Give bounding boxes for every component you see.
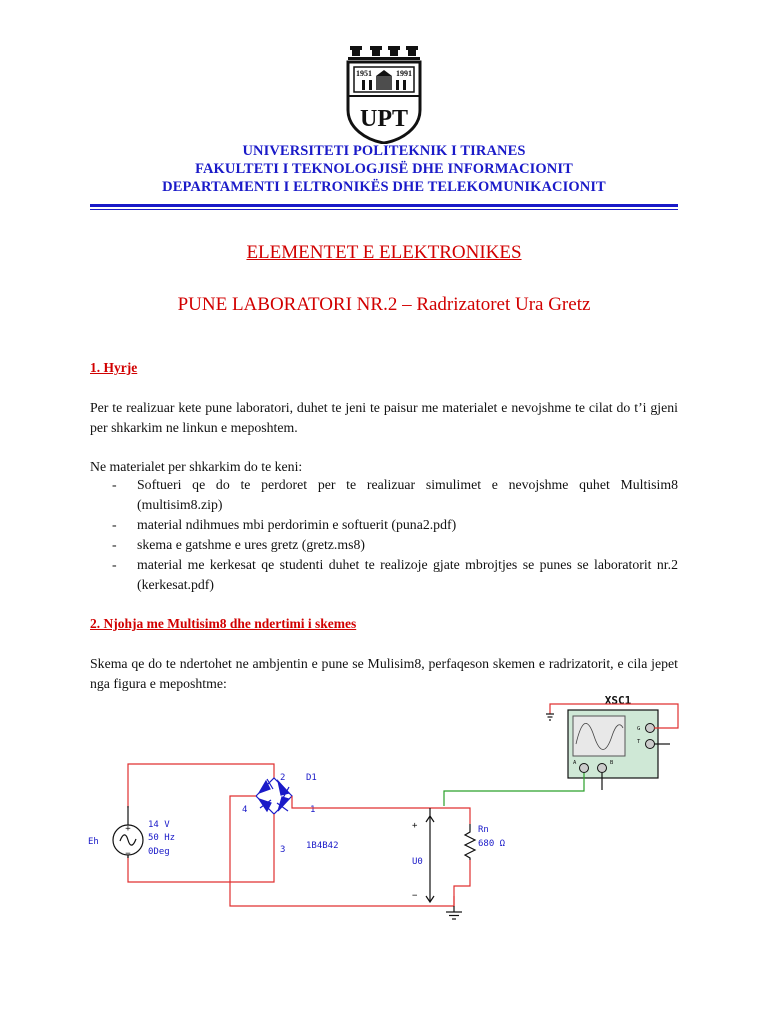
university-name: UNIVERSITETI POLITEKNIK I TIRANES — [242, 143, 526, 159]
materials-intro: Ne materialet per shkarkim do te keni: — [90, 459, 303, 474]
bridge-name: D1 — [306, 773, 317, 783]
bridge-model: 1B4B42 — [306, 841, 339, 851]
load-name: Rn — [478, 825, 489, 835]
output-minus: − — [412, 891, 418, 901]
section-2-paragraph: Skema qe do te ndertohet ne ambjentin e pune se Mulisim8, perfaqeson skemen e radrizatorit, e cila jepet nga figura e meposhtme: — [90, 656, 678, 691]
svg-text:−: − — [125, 849, 131, 859]
svg-text:+: + — [125, 824, 131, 834]
lab-title: PUNE LABORATORI NR.2 – Radrizatoret Ura Gretz — [177, 294, 591, 315]
list-item: - material me kerkesat qe studenti duhet te realizoje gjate mbrojtjes se punes se laboratorit nr.2 (kerkesat.pdf) — [112, 557, 678, 592]
section-1-heading: 1. Hyrje — [90, 360, 138, 375]
university-logo — [336, 40, 432, 144]
bridge-pin-4: 4 — [242, 805, 248, 815]
intro-paragraph: Per te realizuar kete pune laboratori, duhet te jeni te paisur me materialet e nevojshme te cilat do t’i gjeni per shkarkim ne linkun e meposhtem. — [90, 400, 678, 435]
scope-terminal-b: B — [610, 760, 614, 766]
scope-terminal-g: G — [637, 726, 641, 732]
list-item: - skema e gatshme e ures gretz (gretz.ms8) — [112, 537, 365, 552]
output-plus: + — [412, 821, 418, 831]
bridge-pin-2: 2 — [280, 773, 286, 783]
rectifier-circuit-diagram — [80, 688, 700, 928]
oscilloscope-screen — [573, 716, 625, 756]
list-item: - Softueri qe do te perdoret per te realizuar simulimet e nevojshme quhet Multisim8 (multisim8.zip) — [112, 477, 678, 512]
scope-name: XSC1 — [604, 694, 632, 707]
list-item: - material ndihmues mbi perdorimin e softuerit (puna2.pdf) — [112, 517, 457, 532]
header-rule-thick — [90, 204, 678, 207]
faculty-name: FAKULTETI I TEKNOLOGJISË DHE INFORMACIONIT — [195, 161, 573, 177]
logo-text: UPT — [360, 106, 408, 132]
source-voltage: 14 V — [148, 820, 170, 830]
load-value: 680 Ω — [478, 839, 506, 849]
header-rule-thin — [90, 209, 678, 210]
source-name: Eh — [88, 837, 99, 847]
section-2-heading: 2. Njohja me Multisim8 dhe ndertimi i skemes — [90, 616, 357, 631]
bridge-pin-1: 1 — [310, 805, 316, 815]
source-phase: 0Deg — [148, 847, 170, 857]
course-title: ELEMENTET E ELEKTRONIKES — [246, 242, 522, 263]
scope-terminal-a: A — [573, 760, 577, 766]
logo-year-left: 1951 — [356, 69, 372, 78]
load-resistor — [465, 824, 475, 860]
source-frequency: 50 Hz — [148, 833, 176, 843]
output-label: U0 — [412, 857, 423, 867]
bridge-pin-3: 3 — [280, 845, 286, 855]
logo-year-right: 1991 — [396, 69, 412, 78]
scope-terminal-t: T — [637, 739, 641, 745]
bridge-rectifier — [256, 778, 292, 814]
department-name: DEPARTAMENTI I ELTRONIKËS DHE TELEKOMUNIKACIONIT — [162, 179, 606, 195]
materials-list — [90, 475, 678, 595]
